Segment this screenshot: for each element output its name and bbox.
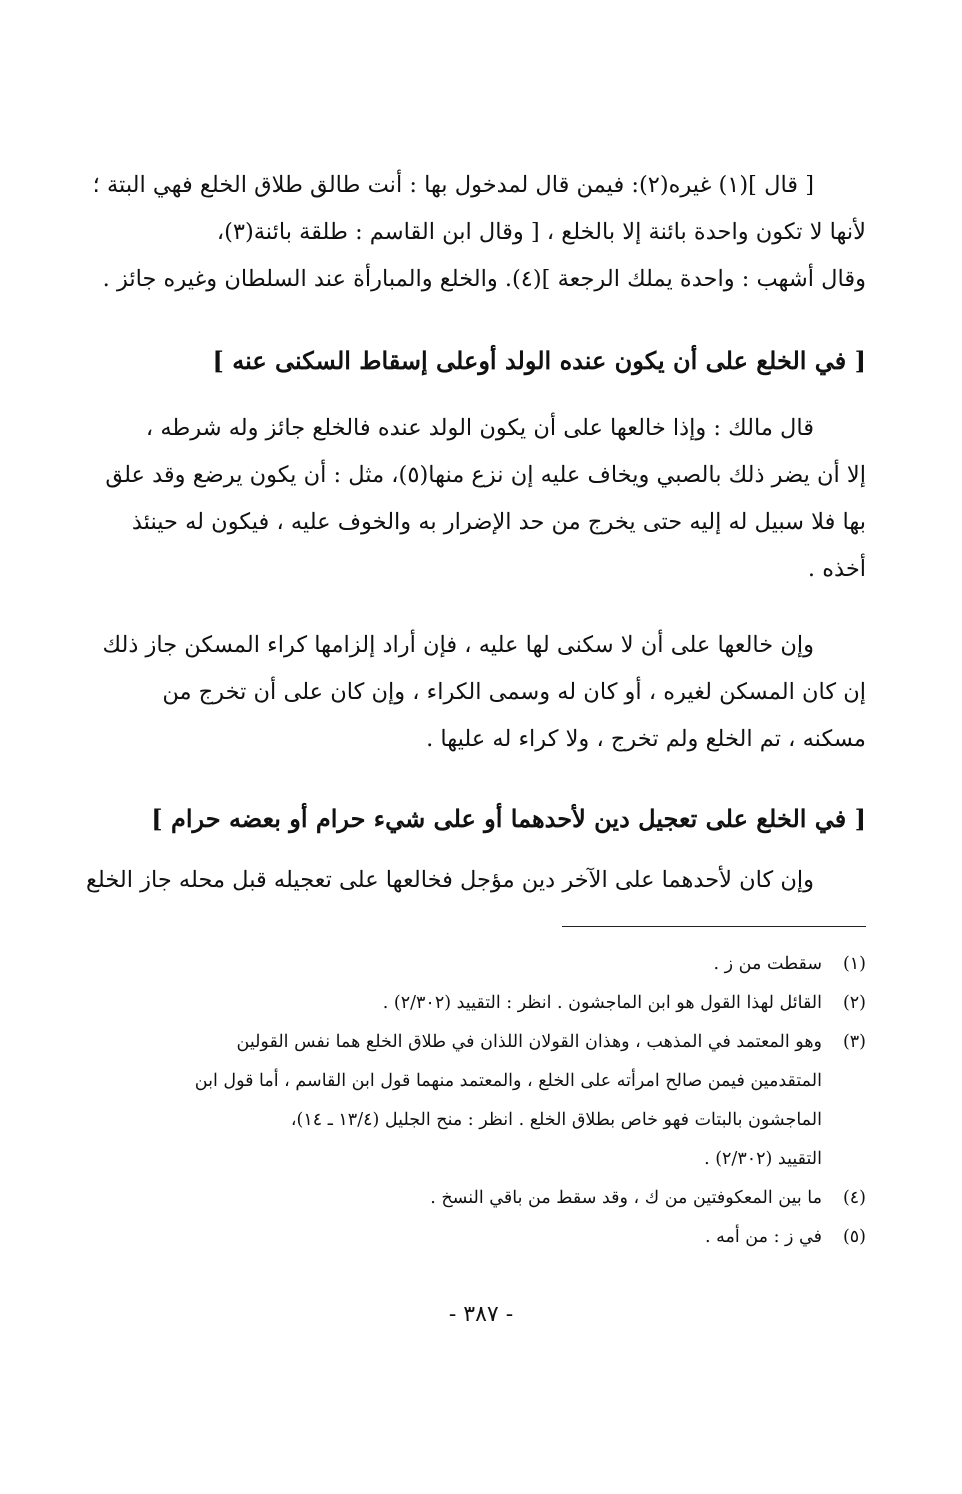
- text-line: مسكنه ، تم الخلع ولم تخرج ، ولا كراء له عليها .: [426, 726, 866, 752]
- footnote-text: [66, 1023, 822, 1179]
- footnote-text: [66, 1179, 822, 1218]
- footnote-line: المتقدمين فيمن صالح امرأته على الخلع ، والمعتمد منهما قول ابن القاسم ، أما قول ابن: [194, 1071, 822, 1091]
- page-number: - ٣٨٧ -: [448, 1302, 514, 1327]
- footnote-line: سقطت من ز .: [713, 954, 822, 974]
- text-line: قال مالك : وإذا خالعها على أن يكون الولد عنده فالخلع جائز وله شرطه ،: [145, 415, 814, 441]
- footnote-line: القائل لهذا القول هو ابن الماجشون . انظر : التقييد (٢/٣٠٢) .: [382, 993, 822, 1013]
- footnote-line: التقييد (٢/٣٠٢) .: [704, 1149, 822, 1169]
- footnote-2: [66, 984, 866, 1023]
- footnote-1: [66, 945, 866, 984]
- footnote-separator: [562, 926, 866, 927]
- text-line: إلا أن يضر ذلك بالصبي ويخاف عليه إن نزع منها(٥)، مثل : أن يكون يرضع وقد علق: [105, 462, 866, 488]
- paragraph-4: [85, 857, 866, 904]
- section-heading-1: [ في الخلع على أن يكون عنده الولد أوعلى إسقاط السكنى عنه ]: [212, 346, 866, 375]
- footnote-number: (٤): [842, 1188, 866, 1208]
- text-line: وإن خالعها على أن لا سكنى لها عليه ، فإن أراد إلزامها كراء المسكن جاز ذلك: [102, 632, 814, 658]
- footnote-number: (٣): [842, 1032, 866, 1052]
- footnotes: [66, 945, 866, 1257]
- footnote-number: (٥): [842, 1227, 866, 1247]
- text-line: أخذه .: [807, 556, 866, 582]
- footnote-line: في ز : من أمه .: [705, 1227, 822, 1247]
- footnote-line: الماجشون بالبتات فهو خاص بطلاق الخلع . انظر : منح الجليل (١٣/٤ ـ ١٤)،: [290, 1110, 822, 1130]
- footnote-text: [66, 1218, 822, 1257]
- text-line: بها فلا سبيل له إليه حتى يخرج من حد الإضرار به والخوف عليه ، فيكون له حينئذ: [131, 509, 866, 535]
- footnote-5: [66, 1218, 866, 1257]
- footnote-4: [66, 1179, 866, 1218]
- paragraph-1: [92, 162, 866, 303]
- paragraph-2: [96, 405, 866, 593]
- paragraph-3: [96, 622, 866, 763]
- footnote-text: [66, 984, 822, 1023]
- footnote-3: [66, 1023, 866, 1179]
- text-line: وقال أشهب : واحدة يملك الرجعة ](٤). والخلع والمبارأة عند السلطان وغيره جائز .: [102, 266, 866, 292]
- text-line: إن كان المسكن لغيره ، أو كان له وسمى الكراء ، وإن كان على أن تخرج من: [162, 679, 866, 705]
- text-line: وإن كان لأحدهما على الآخر دين مؤجل فخالعها على تعجيله قبل محله جاز الخلع: [85, 867, 814, 893]
- footnote-line: ما بين المعكوفتين من ك ، وقد سقط من باقي النسخ .: [430, 1188, 822, 1208]
- text-line: [ قال ](١) غيره(٢): فيمن قال لمدخول بها : أنت طالق طلاق الخلع فهي البتة ؛: [92, 172, 814, 198]
- footnote-number: (٢): [842, 993, 866, 1013]
- footnote-line: وهو المعتمد في المذهب ، وهذان القولان اللذان في طلاق الخلع هما نفس القولين: [236, 1032, 822, 1052]
- footnote-text: [66, 945, 822, 984]
- footnote-number: (١): [842, 954, 866, 974]
- text-line: لأنها لا تكون واحدة بائنة إلا بالخلع ، [ وقال ابن القاسم : طلقة بائنة(٣)،: [216, 219, 866, 245]
- section-heading-2: [ في الخلع على تعجيل دين لأحدهما أو على شيء حرام أو بعضه حرام ]: [151, 804, 866, 833]
